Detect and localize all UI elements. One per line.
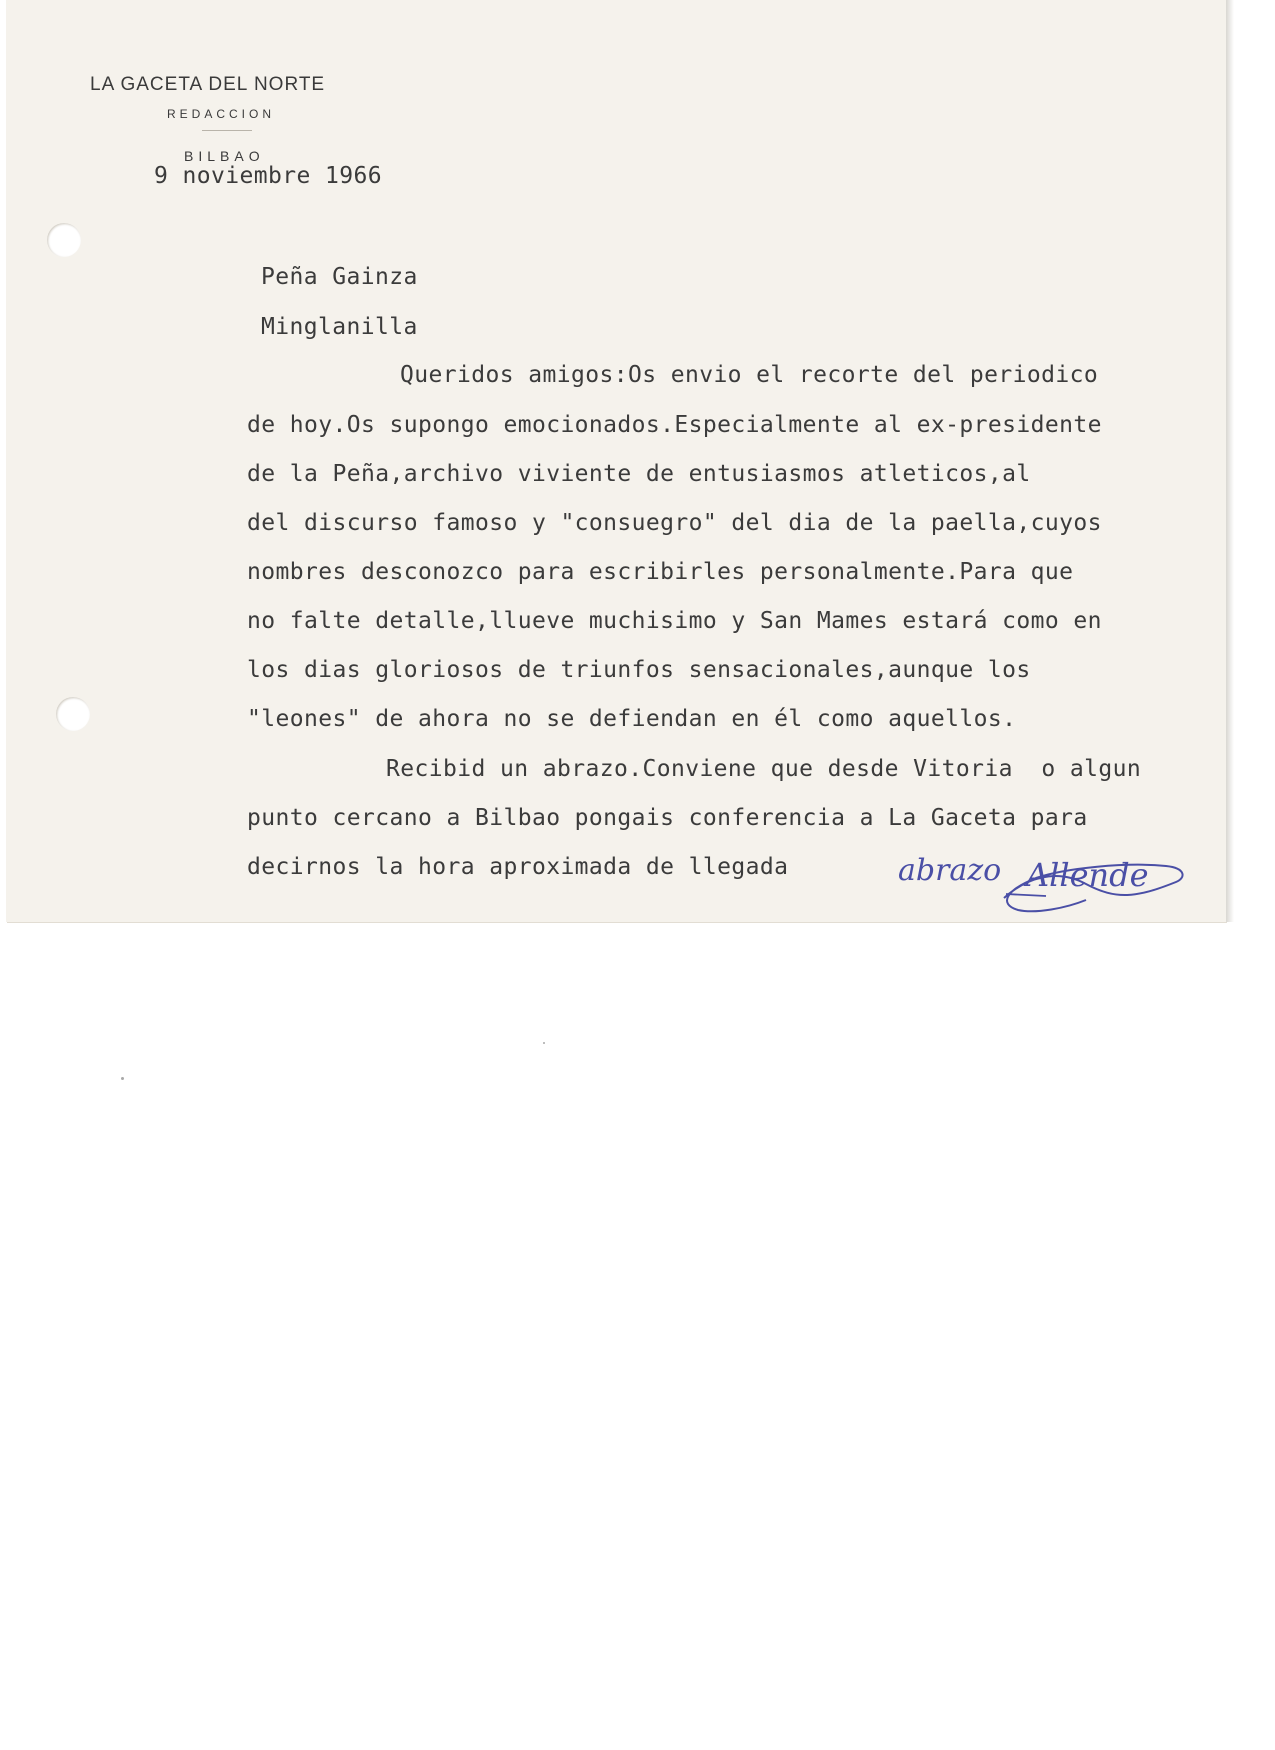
letterhead-newspaper: LA GACETA DEL NORTE [90, 74, 326, 95]
punch-hole-icon [47, 223, 81, 257]
handwritten-signature [886, 838, 1206, 918]
signature-name: Allende [1026, 856, 1149, 894]
body-line: "leones" de ahora no se defiendan en él como aquellos. [247, 706, 1017, 732]
letter-sheet [6, 0, 1226, 922]
body-line: de la Peña,archivo viviente de entusiasmos atleticos,al [247, 461, 1031, 487]
body-line: del discurso famoso y "consuegro" del dia de la paella,cuyos [247, 510, 1102, 536]
dust-speck [543, 1042, 545, 1044]
dust-speck [121, 1077, 124, 1080]
signature-underline [1006, 894, 1046, 896]
body-line: no falte detalle,llueve muchisimo y San Mames estará como en [247, 608, 1102, 634]
recipient-name: Peña Gainza [261, 264, 418, 290]
letter-date: 9 noviembre 1966 [154, 163, 382, 189]
recipient-location: Minglanilla [261, 314, 418, 340]
letterhead-department: REDACCION [167, 107, 276, 121]
body-line: punto cercano a Bilbao pongais conferencia a La Gaceta para [247, 805, 1088, 831]
body-line: Recibid un abrazo.Conviene que desde Vitoria o algun [386, 756, 1142, 782]
body-line: de hoy.Os supongo emocionados.Especialmente al ex-presidente [247, 412, 1102, 438]
punch-hole-icon [56, 697, 90, 731]
body-line: decirnos la hora aproximada de llegada [247, 854, 789, 880]
scan-edge [1226, 0, 1234, 922]
letterhead-rule [202, 130, 252, 131]
handwritten-closing: abrazo [898, 853, 1002, 888]
letterhead-city: BILBAO [184, 148, 265, 164]
body-line: nombres desconozco para escribirles personalmente.Para que [247, 559, 1074, 585]
body-line: Queridos amigos:Os envio el recorte del periodico [400, 362, 1099, 388]
body-line: los dias gloriosos de triunfos sensacionales,aunque los [247, 657, 1031, 683]
